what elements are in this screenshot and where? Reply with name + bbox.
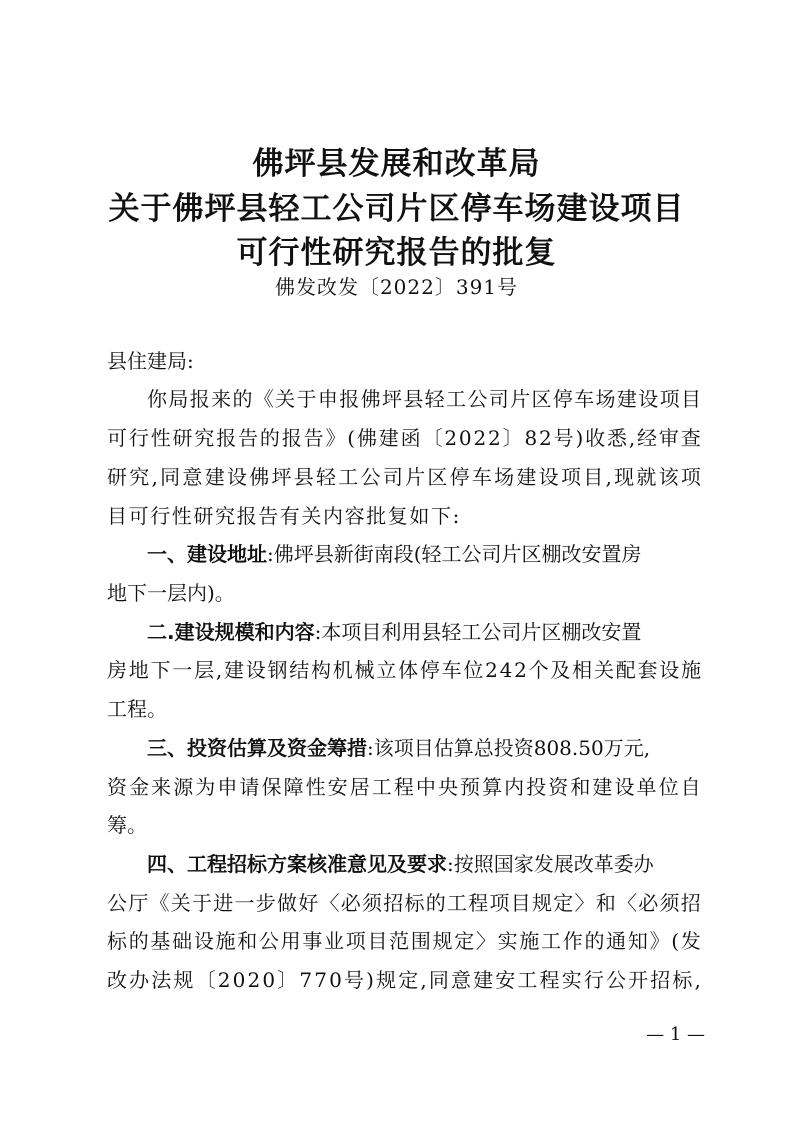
title-line-2: 关于佛坪县轻工公司片区停车场建设项目 — [108, 191, 685, 227]
section-3-line-2: 资 金 来 源 为 申 请 保 障 性 安 居 工 程 中 央 预 算 内 投 资 和 建 设 单 位 自 — [107, 775, 701, 799]
section-1-line-1 — [147, 544, 642, 564]
section-2-line-3: 工程。 — [107, 697, 167, 721]
title-line-1: 佛坪县发展和改革局 — [252, 146, 541, 182]
section-2-line-2: 房 地 下 一 层 , 建 设 钢 结 构 机 械 立 体 停 车 位 2 4 2 个 及 相 关 配 套 设 施 — [107, 658, 701, 682]
section-4-line-3: 标 的 基 础 设 施 和 公 用 事 业 项 目 范 围 规 定 〉 实 施 工 作 的 通 知 》 ( 发 — [107, 929, 701, 953]
document-number: 佛发改发〔2022〕391号 — [274, 275, 519, 299]
intro-line-3: 研 究 , 同 意 建 设 佛 坪 县 轻 工 公 司 片 区 停 车 场 建 设 项 目 , 现 就 该 项 — [107, 465, 701, 489]
section-3-heading: 三、投资估算及资金筹措 — [147, 736, 367, 760]
intro-line-1: 你 局 报 来 的 《 关 于 申 报 佛 坪 县 轻 工 公 司 片 区 停 车 场 建 设 项 目 — [147, 387, 701, 411]
section-2-line-1 — [147, 622, 641, 642]
title-line-3: 可行性研究报告的批复 — [236, 235, 557, 271]
section-1-line-2: 地下一层内)。 — [107, 581, 235, 605]
page-number: — 1 — — [646, 1024, 705, 1045]
section-4-line-1 — [147, 854, 654, 874]
section-2-text: :本项目利用县轻工公司片区棚改安置 — [314, 620, 642, 644]
section-3-line-3: 筹。 — [107, 813, 147, 837]
intro-line-4: 目可行性研究报告有关内容批复如下: — [107, 504, 461, 528]
section-4-heading: 四、工程招标方案核准意见及要求 — [147, 852, 447, 876]
section-2-heading: 二.建设规模和内容 — [147, 620, 315, 644]
section-4-line-4: 改 办 法 规 〔 2 0 2 0 〕 7 7 0 号 ) 规 定 , 同 意 建 安 工 程 实 行 公 开 招 标 , — [107, 968, 701, 992]
intro-line-2: 可 行 性 研 究 报 告 的 报 告 》 ( 佛 建 函 〔 2 0 2 2 〕 8 2 号 ) 收 悉 , 经 审 查 — [107, 426, 701, 450]
salutation: 县住建局: — [107, 349, 194, 373]
section-4-text: :按照国家发展改革委办 — [447, 852, 654, 876]
section-1-text: :佛坪县新街南段(轻工公司片区棚改安置房 — [267, 542, 642, 566]
section-4-line-2: 公 厅 《 关 于 进 一 步 做 好 〈 必 须 招 标 的 工 程 项 目 规 定 〉 和 〈 必 须 招 — [107, 891, 701, 915]
section-3-text: :该项目估算总投资808.50万元, — [367, 736, 651, 760]
section-1-heading: 一、建设地址 — [147, 542, 267, 566]
section-3-line-1 — [147, 738, 650, 758]
